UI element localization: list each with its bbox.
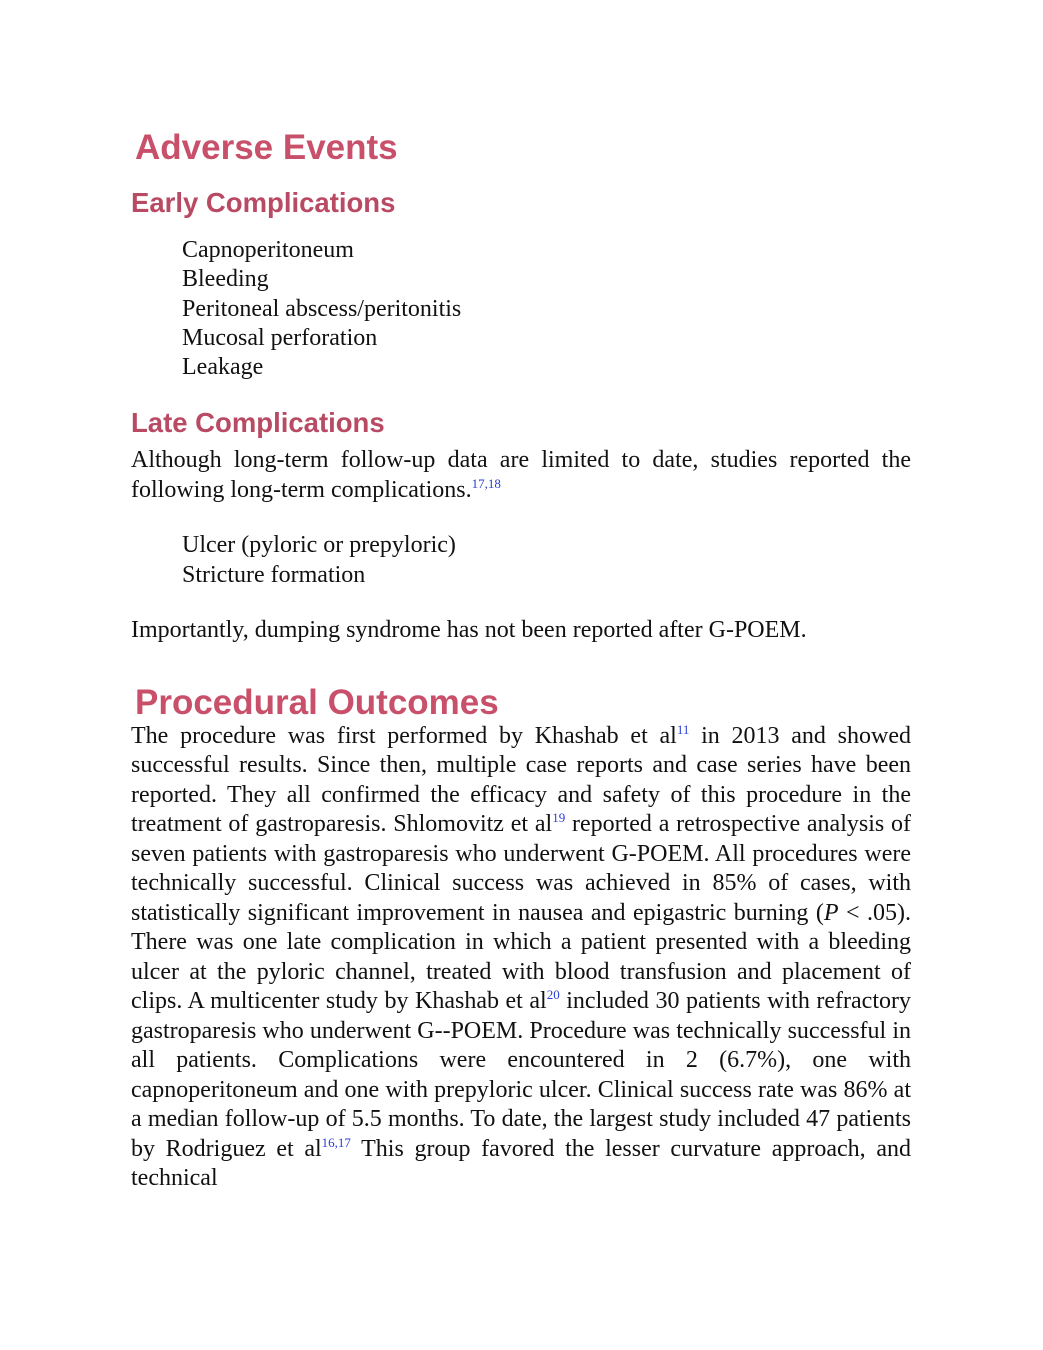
citation-link[interactable]: 16,17 — [321, 1134, 351, 1150]
paragraph-text: < .05). There was one late complication in which a patient presented with a bleeding ulcer at the pyloric channel, treated with blood transfusion and placement of clips. A multicenter study by Khashab et al — [131, 899, 912, 1015]
list-item: Ulcer (pyloric or prepyloric) — [182, 532, 456, 559]
late-complications-list — [131, 531, 911, 590]
section-title-adverse-events: Adverse Events — [135, 128, 398, 167]
list-item: Stricture formation — [182, 561, 366, 588]
list-item: Capnoperitoneum — [182, 237, 354, 263]
list-item: Leakage — [182, 354, 264, 381]
paragraph-text: in 2013 and showed successful results. Since then, multiple case reports and case series have been reported. They all confirmed the efficacy and safety of this procedure in the treatment of gastroparesis. Shlomovitz et al — [131, 722, 911, 838]
section-title-procedural-outcomes: Procedural Outcomes — [135, 682, 499, 722]
citation-link[interactable]: 17,18 — [471, 475, 501, 491]
document-page — [131, 126, 911, 1194]
citation-link[interactable]: 20 — [546, 987, 560, 1003]
paragraph-text: The procedure was first performed by Khashab et al — [131, 722, 677, 749]
subsection-title-early-complications: Early Complications — [131, 187, 396, 218]
list-item: Mucosal perforation — [182, 324, 378, 351]
list-item: Bleeding — [182, 266, 269, 293]
paragraph-text: Although long-term follow-up data are limited to date, studies reported the following long-term complications. — [131, 447, 911, 503]
early-complications-list — [131, 236, 911, 382]
paragraph-text: reported a retrospective analysis of seven patients with gastroparesis who underwent G-POEM. All procedures were technically successful. Clinical success was achieved in 85% of cases, with statistically significant improvement in nausea and epigastric burning ( — [131, 811, 912, 926]
procedural-outcomes-paragraph — [131, 722, 911, 1194]
list-item: Peritoneal abscess/peritonitis — [182, 295, 462, 322]
citation-link[interactable]: 11 — [676, 721, 690, 737]
subsection-title-late-complications: Late Complications — [131, 407, 385, 439]
p-value-symbol: P — [823, 899, 839, 926]
dumping-syndrome-note: Importantly, dumping syndrome has not been reported after G-POEM. — [131, 617, 807, 644]
late-complications-intro — [131, 446, 911, 505]
citation-link[interactable]: 19 — [552, 810, 566, 826]
paragraph-text: included 30 patients with refractory gastroparesis who underwent G--POEM. Procedure was technically successful in all patients. Complications were encountered in 2 (6.7%), one with capnoperitoneum and one with prepyloric ulcer. Clinical success rate was 86% at a median follow-up of 5.5 months. To date, the largest study included 47 patients by Rodriguez et al — [131, 988, 911, 1162]
paragraph-text: This group favored the lesser curvature approach, and technical — [131, 1135, 911, 1192]
